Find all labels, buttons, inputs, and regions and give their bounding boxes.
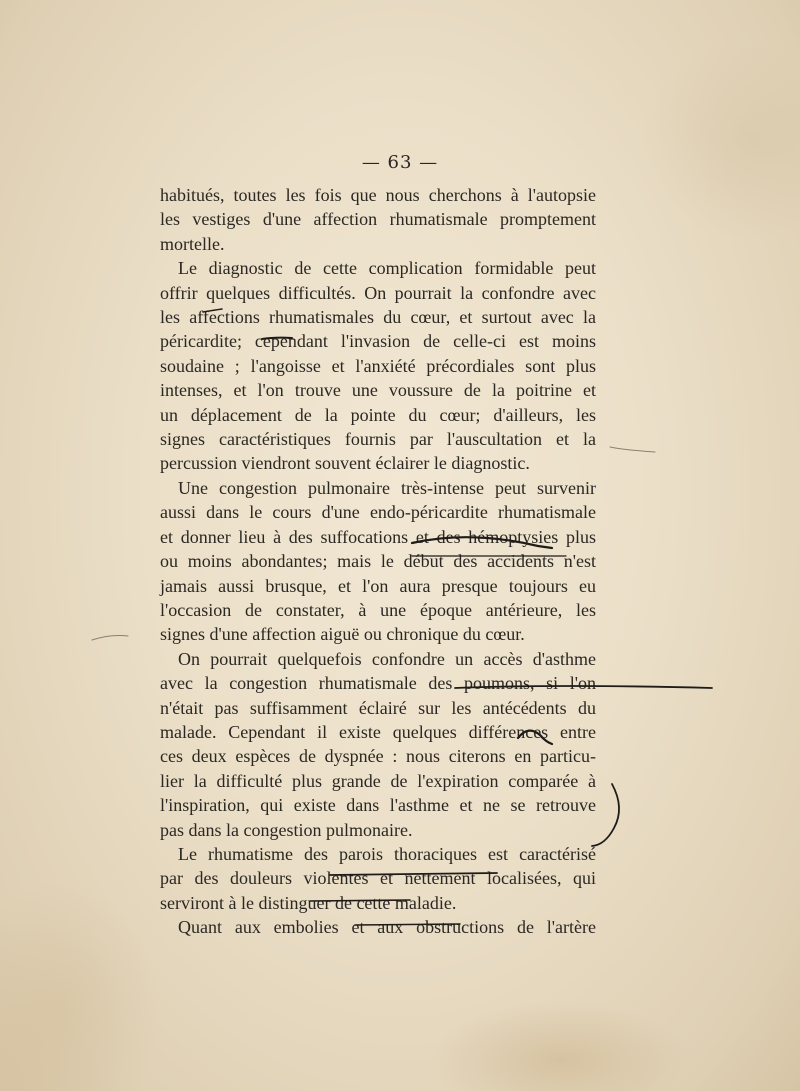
text-line: les vestiges d'une affection rhumatismale promptement (160, 209, 596, 230)
margin-mark (92, 636, 128, 641)
text-line: mortelle. (160, 233, 225, 254)
paper-stain (0, 880, 160, 1091)
text-line: habitués, toutes les fois que nous cherchons à l'autopsie (160, 185, 596, 205)
text-line: Quant aux embolies et aux obstructions de l'artère (178, 917, 596, 938)
paper-stain (640, 40, 800, 240)
text-line: intenses, et l'on trouve une voussure de la poitrine et (160, 380, 596, 401)
text-line: par des douleurs violentes et nettement localisées, qui (160, 868, 596, 889)
text-line: un déplacement de la pointe du cœur; d'ailleurs, les (160, 404, 596, 425)
text-line: soudaine ; l'angoisse et l'anxiété précordiales sont plus (160, 355, 596, 376)
text-line: lier la difficulté plus grande de l'expiration comparée à (160, 770, 596, 791)
text-line: offrir quelques difficultés. On pourrait la confondre avec (160, 282, 596, 303)
text-line: péricardite; cependant l'invasion de celle-ci est moins (160, 331, 596, 352)
text-line: l'inspiration, qui existe dans l'asthme et ne se retrouve (160, 795, 596, 816)
text-line: avec la congestion rhumatismale des poumons, si l'on (160, 673, 596, 694)
text-line: n'était pas suffisamment éclairé sur les antécédents du (160, 697, 596, 718)
text-line: les affections rhumatismales du cœur, et surtout avec la (160, 307, 596, 328)
text-line: Le rhumatisme des parois thoraciques est caractérisé (178, 843, 596, 864)
text-line: aussi dans le cours d'une endo-péricardite rhumatismale (160, 502, 596, 523)
margin-mark (610, 447, 655, 452)
text-line: ou moins abondantes; mais le début des accidents n'est (160, 551, 596, 572)
text-line: Une congestion pulmonaire très-intense peut survenir (178, 477, 596, 498)
bracket-stroke (592, 784, 619, 846)
text-line: percussion viendront souvent éclairer le diagnostic. (160, 453, 530, 474)
text-line: jamais aussi brusque, et l'on aura presque toujours eu (160, 575, 596, 596)
text-line: On pourrait quelquefois confondre un accès d'asthme (178, 648, 596, 669)
text-line: ces deux espèces de dyspnée : nous citerons en particu- (160, 746, 596, 767)
text-line: et donner lieu à des suffocations et des hémoptysies plus (160, 526, 596, 547)
text-line: serviront à le distinguer de cette maladie. (160, 892, 457, 913)
paper-stain (430, 1000, 690, 1091)
text-line: malade. Cependant il existe quelques différences entre (160, 721, 596, 742)
body-text (160, 183, 596, 940)
text-line: pas dans la congestion pulmonaire. (160, 819, 413, 840)
text-line: signes caractéristiques fournis par l'auscultation et la (160, 429, 596, 450)
page-number: — 63 — (361, 152, 439, 173)
text-line: l'occasion de constater, à une époque antérieure, les (160, 599, 596, 620)
text-line: Le diagnostic de cette complication formidable peut (178, 258, 596, 279)
text-line: signes d'une affection aiguë ou chronique du cœur. (160, 624, 525, 645)
